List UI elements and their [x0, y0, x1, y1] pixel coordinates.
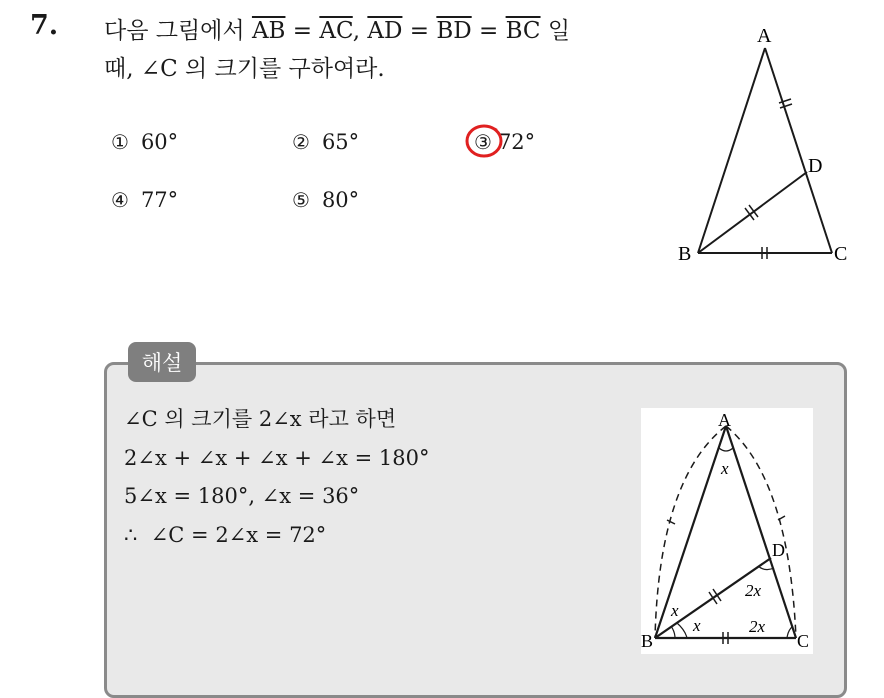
choice-3-value: 72°	[497, 130, 536, 154]
label-d: D	[808, 155, 823, 177]
solution-tag: 해설	[128, 342, 196, 382]
choice-1-value: 60°	[140, 130, 179, 154]
solution-line-4: ∴ ∠C = 2∠x = 72°	[124, 522, 327, 547]
segment-ab: $\overline{AB}$	[251, 18, 286, 44]
choice-2-value: 65°	[321, 130, 360, 154]
segment-bd: $\overline{BD}$	[436, 18, 472, 44]
label-c: C	[797, 631, 810, 651]
question-number: 7.	[30, 10, 59, 41]
choice-2[interactable]	[292, 130, 359, 154]
segment-ac: $\overline{AC}$	[319, 18, 353, 44]
question-triangle-figure	[670, 20, 860, 270]
equals-sign: =	[285, 18, 320, 44]
solution-tick-marks	[667, 516, 785, 644]
equals-sign: =	[402, 18, 437, 44]
angle-a-label: x	[721, 459, 729, 478]
selected-answer-circle-icon	[463, 121, 505, 161]
label-a: A	[757, 25, 772, 47]
question-prefix: 다음 그림에서	[104, 18, 252, 44]
choice-1[interactable]	[111, 130, 178, 154]
side-ab	[698, 48, 765, 253]
solution-line-2: 2∠x + ∠x + ∠x + ∠x = 180°	[124, 445, 430, 470]
question-text	[104, 12, 664, 88]
segment-ad: $\overline{AD}$	[367, 18, 403, 44]
question-suffix: 일	[540, 18, 571, 44]
label-a: A	[718, 410, 731, 430]
question-line-1	[104, 12, 664, 50]
choice-5-mark: ⑤	[292, 188, 310, 212]
label-c: C	[834, 243, 848, 265]
separator: ,	[352, 18, 368, 44]
segment-bc: $\overline{BC}$	[505, 18, 541, 44]
angle-d-label: 2x	[745, 581, 762, 600]
angle-b2-label: x	[693, 616, 701, 635]
choice-3[interactable]	[474, 130, 535, 154]
choice-3-mark	[474, 130, 492, 154]
choice-2-mark: ②	[292, 130, 310, 154]
segment-bd-line	[698, 172, 807, 253]
solution-triangle-figure	[641, 408, 813, 654]
label-b: B	[678, 243, 692, 265]
choice-4-mark: ④	[111, 188, 129, 212]
label-b: B	[641, 631, 654, 651]
side-ac	[765, 48, 832, 253]
solution-text	[124, 400, 429, 554]
side-ab	[655, 426, 726, 638]
angle-c-label: 2x	[749, 617, 766, 636]
side-ac	[726, 426, 796, 638]
angle-b1-label: x	[671, 601, 679, 620]
choice-1-mark: ①	[111, 130, 129, 154]
equals-sign: =	[471, 18, 506, 44]
question-line-2: 때, ∠C 의 크기를 구하여라.	[104, 56, 385, 82]
label-d: D	[772, 540, 785, 560]
choice-3-mark-glyph: ③	[474, 130, 492, 154]
tick-marks	[745, 99, 792, 259]
solution-line-1: ∠C 의 크기를 2∠x 라고 하면	[124, 407, 397, 431]
choice-5-value: 80°	[321, 188, 360, 212]
choice-4-value: 77°	[140, 188, 179, 212]
choice-5[interactable]	[292, 188, 359, 212]
solution-line-3: 5∠x = 180°, ∠x = 36°	[124, 484, 360, 508]
choice-4[interactable]	[111, 188, 178, 212]
